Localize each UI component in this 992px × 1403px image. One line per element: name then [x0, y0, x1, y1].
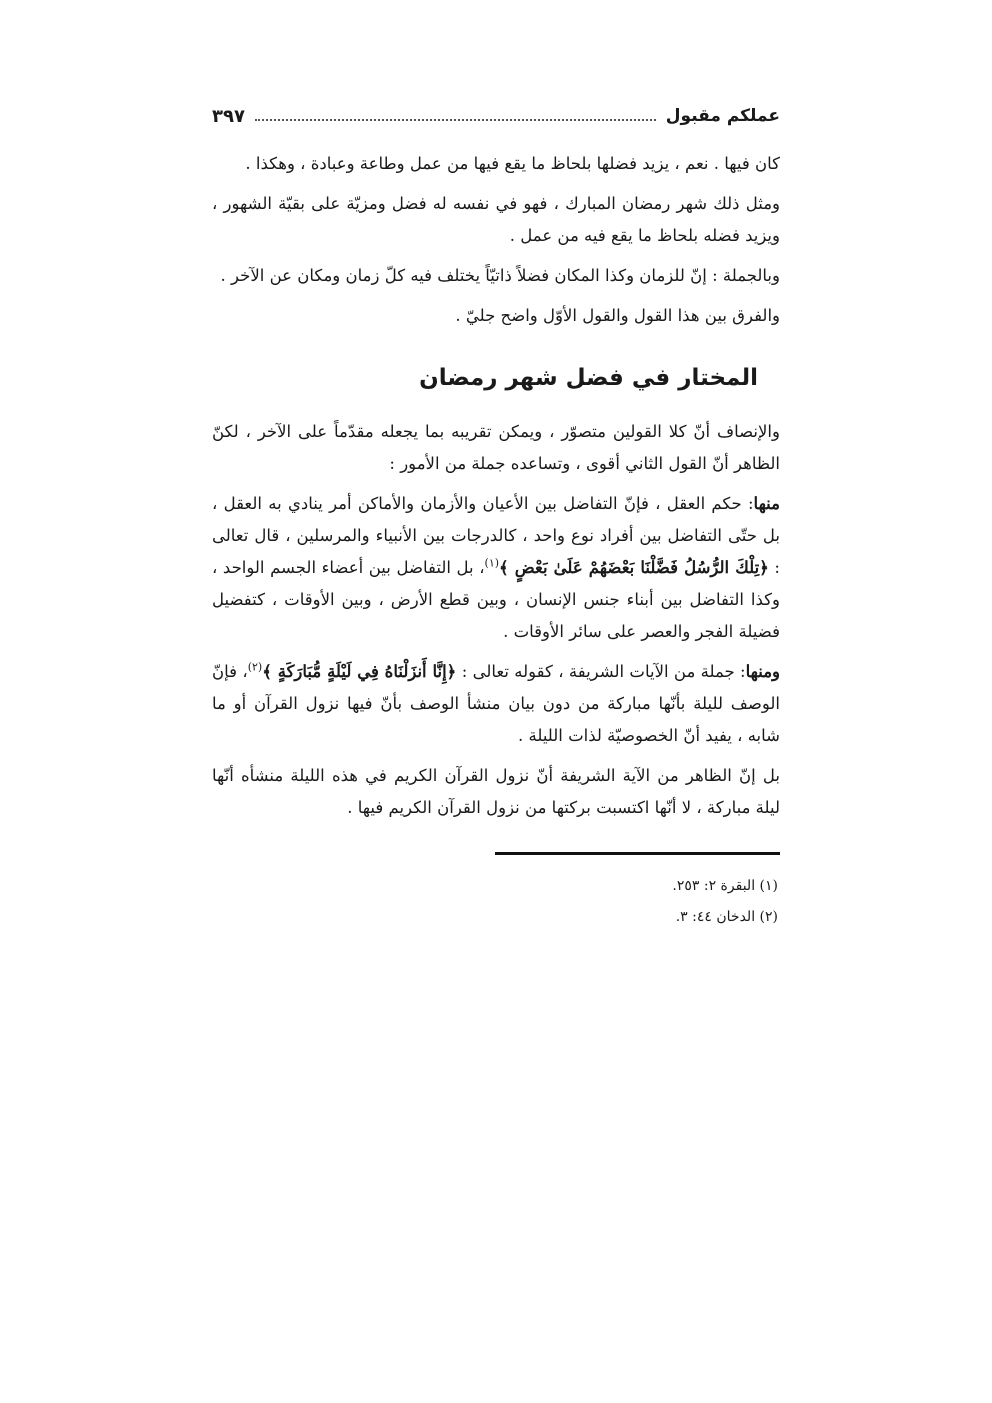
running-title: عملكم مقبول [665, 106, 780, 126]
quran-verse-2: ﴿إِنَّا أَنزَلْنَاهُ فِي لَيْلَةٍ مُّبَارَكَةٍ ﴾ [262, 662, 457, 681]
footnote-ref-2[interactable]: (٢) [247, 660, 263, 674]
footnote-ref-1[interactable]: (١) [484, 556, 500, 570]
paragraph-1: كان فيها . نعم ، يزيد فضلها بلحاظ ما يقع فيها من عمل وطاعة وعبادة ، وهكذا . [245, 154, 780, 173]
page-body [212, 148, 780, 824]
closing-paragraph: بل إنّ الظاهر من الآية الشريفة أنّ نزول القرآن الكريم في هذه الليلة منشأه أنّها ليلة مباركة ، لا أنّها اكتسبت بركتها من نزول القرآن الكريم فيها . [212, 766, 780, 817]
dotted-leader [255, 111, 656, 121]
footnote-1: (١) البقرة ٢: ٢٥٣. [672, 878, 778, 894]
footnote-separator [495, 852, 780, 855]
footnote-2: (٢) الدخان ٤٤: ٣. [675, 909, 778, 925]
section-heading: المختار في فضل شهر رمضان [419, 365, 758, 391]
paragraph-3: وبالجملة : إنّ للزمان وكذا المكان فضلاً ذاتيّاً يختلف فيه كلّ زمان ومكان عن الآخر . [220, 266, 780, 285]
first-argument-lead: منها [753, 494, 780, 513]
first-argument [212, 488, 780, 648]
page-number: ٣٩٧ [212, 105, 245, 127]
book-page [212, 98, 780, 933]
second-argument-text-b: ، فإنّ الوصف لليلة بأنّها مباركة من دون بيان منشأ الوصف بأنّ فيها نزول القرآن أو ما شابه ، يفيد أنّ الخصوصيّة لذات الليلة . [212, 662, 780, 745]
second-argument [212, 656, 780, 752]
running-header [212, 98, 780, 134]
footnotes [212, 871, 780, 933]
paragraph-4: والفرق بين هذا القول والقول الأوّل واضح جليّ . [455, 306, 780, 325]
second-argument-text-a: : جملة من الآيات الشريفة ، كقوله تعالى : [456, 662, 746, 681]
first-argument-text-b: ، بل التفاضل بين أعضاء الجسم الواحد ، وكذا التفاضل بين أبناء جنس الإنسان ، وبين قطع الأرض ، وبين الأوقات ، كتفضيل فضيلة الفجر والعصر على سائر الأوقات . [212, 558, 780, 641]
second-argument-lead: ومنها [745, 662, 780, 681]
paragraph-2: ومثل ذلك شهر رمضان المبارك ، فهو في نفسه له فضل ومزيّة على بقيّة الشهور ، ويزيد فضله بلحاظ ما يقع فيه من عمل . [212, 194, 780, 245]
section-intro: والإنصاف أنّ كلا القولين متصوّر ، ويمكن تقريبه بما يجعله مقدّماً على الآخر ، لكنّ الظاهر أنّ القول الثاني أقوى ، وتساعده جملة من الأمور : [212, 422, 780, 473]
quran-verse-1: ﴿تِلْكَ الرُّسُلُ فَضَّلْنَا بَعْضَهُمْ عَلَىٰ بَعْضٍ ﴾ [499, 558, 769, 577]
first-argument-text-a: : حكم العقل ، فإنّ التفاضل بين الأعيان والأزمان والأماكن أمر ينادي به العقل ، بل حتّى التفاضل بين أفراد نوع واحد ، كالدرجات بين الأنبياء والمرسلين ، قال تعالى : [212, 494, 780, 577]
